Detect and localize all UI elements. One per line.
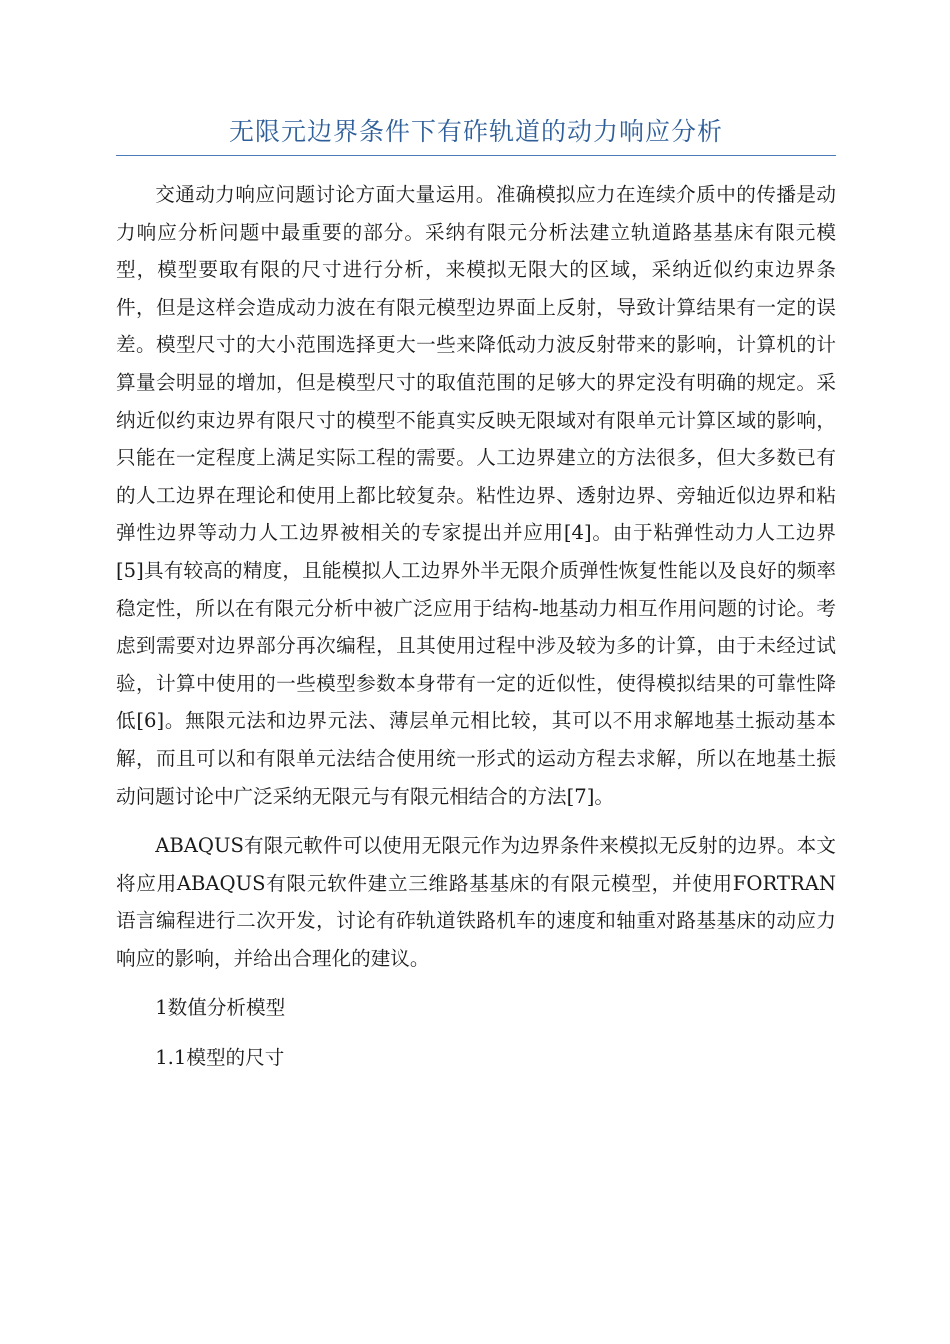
- body-paragraph-2: ABAQUS有限元軟件可以使用无限元作为边界条件来模拟无反射的边界。本文将应用ABAQUS有限元软件建立三维路基基床的有限元模型，并使用FORTRAN语言编程进行二次开发，讨论有砟轨道铁路机车的速度和轴重对路基基床的动应力响应的影响，并给出合理化的建议。: [116, 834, 836, 970]
- document-body: [116, 176, 836, 1077]
- subsection-heading-1-1: 1.1模型的尺寸: [155, 1046, 285, 1070]
- section-heading-1: 1数值分析模型: [155, 996, 286, 1020]
- document-title: 无限元边界条件下有砟轨道的动力响应分析: [116, 112, 836, 156]
- body-paragraph-1: 交通动力响应问题讨论方面大量运用。准确模拟应力在连续介质中的传播是动力响应分析问题中最重要的部分。采纳有限元分析法建立轨道路基基床有限元模型，模型要取有限的尺寸进行分析，来模拟无限大的区域，采纳近似约束边界条件，但是这样会造成动力波在有限元模型边界面上反射，导致计算结果有一定的误差。模型尺寸的大小范围选择更大一些来降低动力波反射带来的影响，计算机的计算量会明显的增加，但是模型尺寸的取值范围的足够大的界定没有明确的规定。采纳近似约束边界有限尺寸的模型不能真实反映无限域对有限单元计算区域的影响，只能在一定程度上满足实际工程的需要。人工边界建立的方法很多，但大多数已有的人工边界在理论和使用上都比较复杂。粘性边界、透射边界、旁轴近似边界和粘弹性边界等动力人工边界被相关的专家提出并应用[4]。由于粘弹性动力人工边界[5]具有较高的精度，且能模拟人工边界外半无限介质弹性恢复性能以及良好的频率稳定性，所以在有限元分析中被广泛应用于结构-地基动力相互作用问题的讨论。考虑到需要对边界部分再次编程，且其使用过程中涉及较为多的计算，由于未经过试验，计算中使用的一些模型参数本身带有一定的近似性，使得模拟结果的可靠性降低[6]。無限元法和边界元法、薄层单元相比较，其可以不用求解地基土振动基本解，而且可以和有限单元法结合使用统一形式的运动方程去求解，所以在地基土振动问题讨论中广泛采纳无限元与有限元相结合的方法[7]。: [116, 183, 836, 808]
- document-page: [116, 112, 836, 1089]
